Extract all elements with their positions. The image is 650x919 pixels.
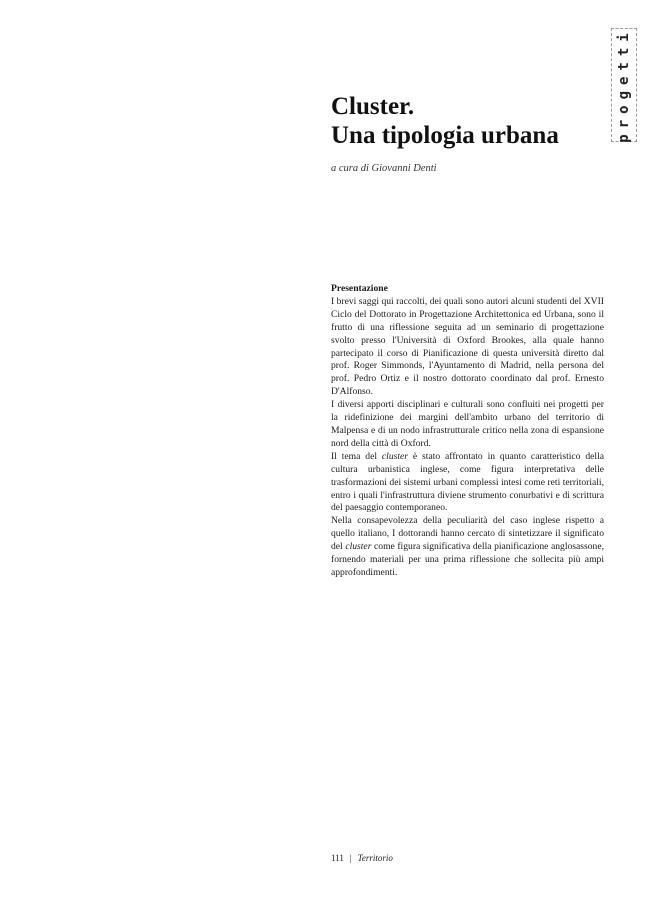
paragraph-4-text-b: come figura significativa della pianificazione anglosassone, fornendo materiali per una prima riflessione che sollecita più ampi approfondimenti. <box>331 541 605 578</box>
paragraph-3-text-a: Il tema del <box>331 450 382 462</box>
paragraph-2: I diversi apporti disciplinari e culturali sono confluiti nei progetti per la ridefinizione dei margini dell'ambito urbano del territorio di Malpensa e di un nodo infrastrutturale critico nella zona di espansione nord della città di Oxford. <box>331 399 604 449</box>
presentation-heading: Presentazione <box>331 283 388 294</box>
magazine-name: Territorio <box>357 853 393 863</box>
byline: a cura di Giovanni Denti <box>331 163 437 174</box>
paragraph-3 <box>331 451 604 516</box>
paragraph-3-text-b: è stato affrontato in quanto caratteristico della cultura urbanistica inglese, come figura interpretativa delle trasformazioni dei sistemi urbani complessi intesi come reti territoriali, entro i quali l'infrastruttura diviene strumento conurbativi e di scrittura del paesaggio contemporaneo. <box>331 450 604 514</box>
title-line-1: Cluster. <box>331 93 415 120</box>
section-tag-label: progetti <box>616 27 632 143</box>
section-tag <box>611 28 637 142</box>
paragraph-4-text-a: Nella consapevolezza della peculiarità del caso inglese rispetto a quello italiano, I dottorandi hanno cercato di sintetizzare il significato del <box>331 515 604 553</box>
paragraph-1: I brevi saggi qui raccolti, dei quali sono autori alcuni studenti del XVII Ciclo del Dottorato in Progettazione Architettonica ed Urbana, sono il frutto di una riflessione seguita ad un seminario di progettazione svolto presso l'Università di Oxford Brookes, alla quale hanno partecipato il corso di Pianificazione di questa università diretto dal prof. Roger Simmonds, l'Ayuntamento di Madrid, nella persona del prof. Pedro Ortiz e il nostro dottorato coordinato dal prof. Ernesto D'Alfonso. <box>331 295 604 398</box>
page-footer <box>331 853 393 863</box>
paragraph-3-emphasis: cluster <box>381 450 409 462</box>
presentation-section <box>331 283 604 580</box>
footer-separator: | <box>349 853 352 863</box>
title-line-2: Una tipologia urbana <box>331 122 559 149</box>
paragraph-4-emphasis: cluster <box>345 541 372 553</box>
page-number: 111 <box>331 853 344 863</box>
article-title <box>331 92 559 150</box>
paragraph-4 <box>331 515 604 580</box>
